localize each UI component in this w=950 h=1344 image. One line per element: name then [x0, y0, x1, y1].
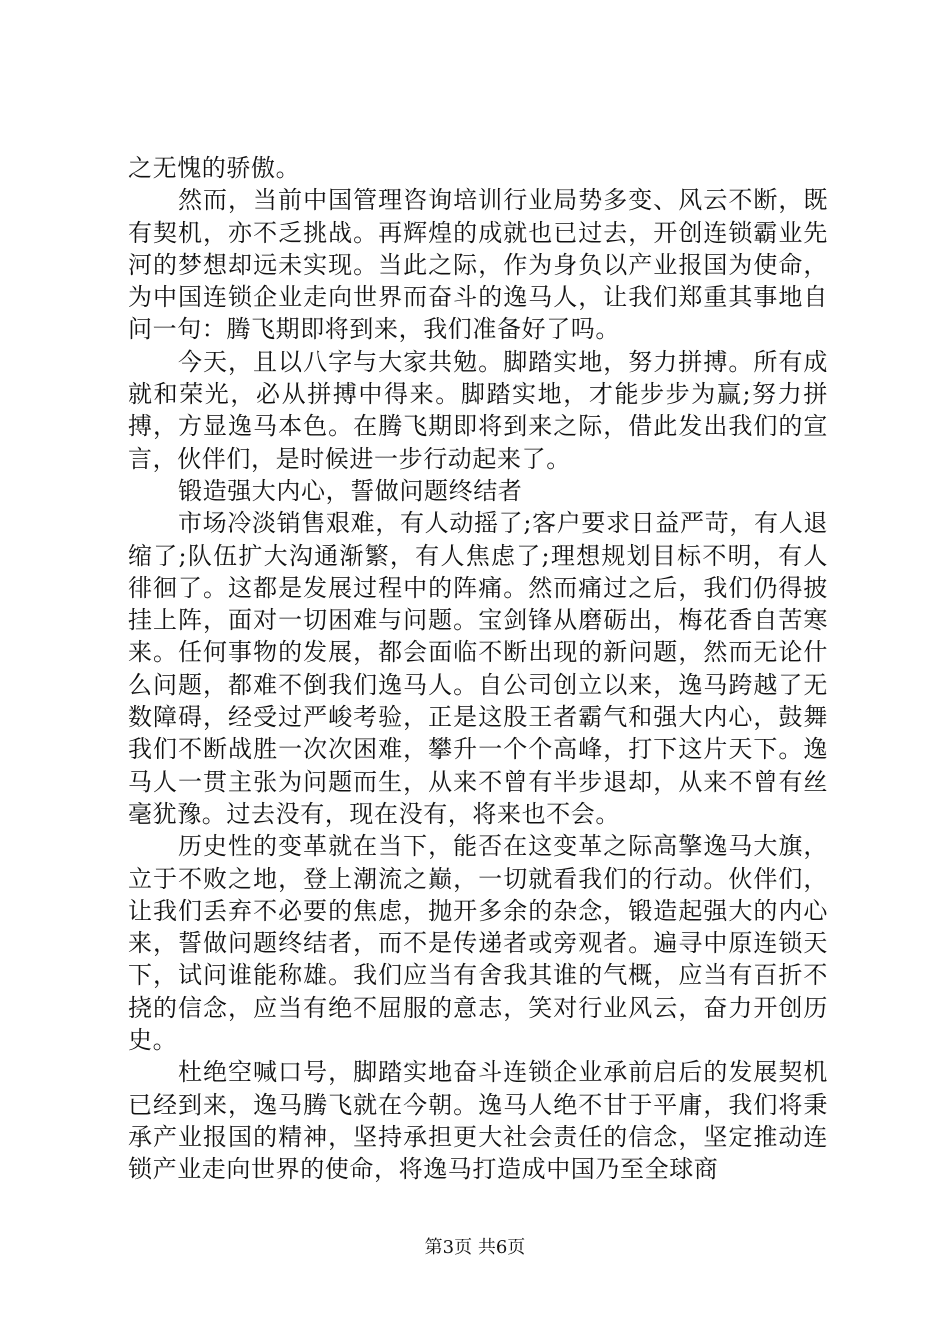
paragraph-action: 杜绝空喊口号，脚踏实地奋斗连锁企业承前启后的发展契机已经到来，逸马腾飞就在今朝。逸马人绝不甘于平庸，我们将秉承产业报国的精神，坚持承担更大社会责任的信念，坚定推动连锁产业走向世界的使命，将逸马打造成中国乃至全球商 [128, 1058, 828, 1184]
page-footer [0, 1236, 950, 1260]
paragraph-motto: 今天，且以八字与大家共勉。脚踏实地，努力拼搏。所有成就和荣光，必从拼搏中得来。脚踏实地，才能步步为赢;努力拼搏，方显逸马本色。在腾飞期即将到来之际，借此发出我们的宣言，伙伴们，是时候进一步行动起来了。 [128, 347, 828, 473]
paragraph-continuation: 之无愧的骄傲。 [128, 154, 301, 182]
page-number: 第3页 共6页 [424, 1237, 526, 1258]
paragraph-transformation: 历史性的变革就在当下，能否在这变革之际高擎逸马大旗，立于不败之地，登上潮流之巅，一切就看我们的行动。伙伴们，让我们丢弃不必要的焦虑，抛开多余的杂念，锻造起强大的内心来，誓做问题终结者，而不是传递者或旁观者。遍寻中原连锁天下，试问谁能称雄。我们应当有舍我其谁的气概，应当有百折不挠的信念，应当有绝不屈服的意志，笑对行业风云，奋力开创历史。 [128, 832, 828, 1055]
document-body [128, 152, 828, 1186]
paragraph-industry-outlook: 然而，当前中国管理咨询培训行业局势多变、风云不断，既有契机，亦不乏挑战。再辉煌的成就也已过去，开创连锁霸业先河的梦想却远未实现。当此之际，作为身负以产业报国为使命，为中国连锁企业走向世界而奋斗的逸马人，让我们郑重其事地自问一句：腾飞期即将到来，我们准备好了吗。 [128, 186, 828, 344]
section-heading: 锻造强大内心，誓做问题终结者 [178, 476, 523, 505]
paragraph-challenges: 市场冷淡销售艰难，有人动摇了;客户要求日益严苛，有人退缩了;队伍扩大沟通渐繁，有人焦虑了;理想规划目标不明，有人徘徊了。这都是发展过程中的阵痛。然而痛过之后，我们仍得披挂上阵，面对一切困难与问题。宝剑锋从磨砺出，梅花香自苦寒来。任何事物的发展，都会面临不断出现的新问题，然而无论什么问题，都难不倒我们逸马人。自公司创立以来，逸马跨越了无数障碍，经受过严峻考验，正是这股王者霸气和强大内心，鼓舞我们不断战胜一次次困难，攀升一个个高峰，打下这片天下。逸马人一贯主张为问题而生，从来不曾有半步退却，从来不曾有丝毫犹豫。过去没有，现在没有，将来也不会。 [128, 509, 828, 828]
